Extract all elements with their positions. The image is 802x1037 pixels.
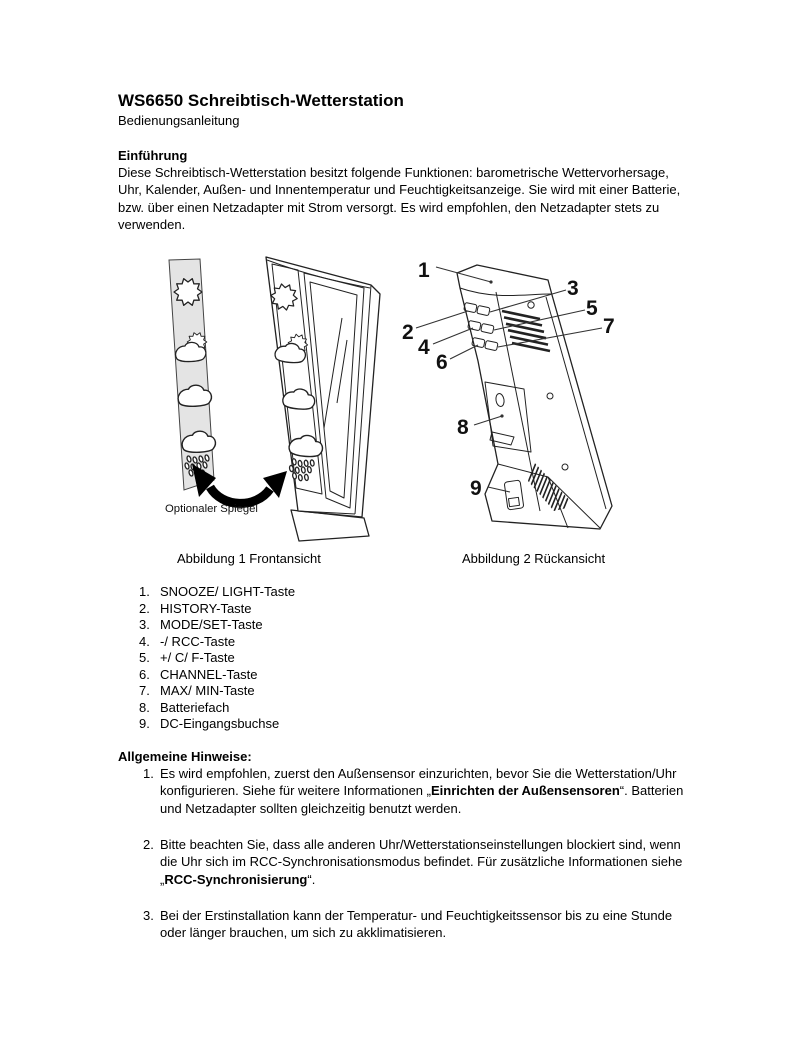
- list-number: 2.: [139, 600, 150, 616]
- note-number: 3.: [143, 908, 154, 923]
- list-label: SNOOZE/ LIGHT-Taste: [160, 584, 296, 599]
- note-item: [143, 907, 701, 942]
- note-text-post: “.: [307, 871, 316, 887]
- list-item: [139, 700, 295, 717]
- mirror-strip: [169, 259, 215, 490]
- note-text: [160, 907, 701, 942]
- notes-heading: Allgemeine Hinweise:: [118, 749, 252, 764]
- list-item: [139, 634, 295, 651]
- callout-9: 9: [470, 477, 482, 500]
- note-text: [160, 765, 701, 817]
- list-item: [139, 617, 295, 634]
- page-title: WS6650 Schreibtisch-Wetterstation: [118, 91, 404, 110]
- list-item: [139, 716, 295, 733]
- figure-back-view: [398, 246, 683, 546]
- callout-8: 8: [457, 416, 469, 439]
- list-label: -/ RCC-Taste: [160, 633, 236, 649]
- figure1-caption: Abbildung 1 Frontansicht: [177, 551, 321, 566]
- list-label: MAX/ MIN-Taste: [160, 683, 255, 699]
- list-number: 6.: [139, 666, 150, 682]
- list-label: CHANNEL-Taste: [160, 666, 258, 682]
- mirror-label: Optionaler Spiegel: [165, 503, 258, 515]
- note-item: [143, 765, 701, 817]
- note-item: [143, 836, 701, 888]
- note-text-post: “. Batterien und Netzadapter sollten gleichzeitig benutzt werden.: [160, 783, 684, 816]
- note-text-pre: Bei der Erstinstallation kann der Temperatur- und Feuchtigkeitssensor bis zu eine Stunde oder länger brauchen, um sich zu akklimatisieren.: [160, 908, 673, 941]
- callout-6: 6: [436, 351, 448, 374]
- button-list: [139, 584, 295, 733]
- list-label: Batteriefach: [160, 699, 230, 715]
- list-item: [139, 650, 295, 667]
- list-number: 5.: [139, 650, 150, 666]
- list-number: 8.: [139, 699, 150, 715]
- page-subtitle: Bedienungsanleitung: [118, 113, 240, 128]
- list-number: 4.: [139, 633, 150, 649]
- list-item: [139, 683, 295, 700]
- note-text-pre: Es wird empfohlen, zuerst den Außensensor einzurichten, bevor Sie die Wetterstation/Uhr konfigurieren. Siehe für weitere Informationen „: [160, 766, 677, 799]
- list-number: 3.: [139, 617, 150, 633]
- note-text-bold: RCC-Synchronisierung: [164, 871, 308, 887]
- callout-2: 2: [402, 321, 414, 344]
- list-item: [139, 584, 295, 601]
- callout-4: 4: [418, 336, 430, 359]
- list-number: 9.: [139, 716, 150, 732]
- figure-front-view: [158, 246, 408, 546]
- note-text: [160, 836, 701, 888]
- list-label: MODE/SET-Taste: [160, 617, 263, 633]
- figure2-caption: Abbildung 2 Rückansicht: [462, 551, 606, 566]
- list-label: DC-Eingangsbuchse: [160, 716, 280, 732]
- note-number: 1.: [143, 766, 154, 781]
- note-number: 2.: [143, 837, 154, 852]
- list-number: 1.: [139, 584, 150, 599]
- list-number: 7.: [139, 683, 150, 699]
- callout-3: 3: [567, 277, 579, 300]
- intro-paragraph: Diese Schreibtisch-Wetterstation besitzt folgende Funktionen: barometrische Wettervorhersage, Uhr, Kalender, Außen- und Innentemperatur und Feuchtigkeitsanzeige. Sie wird mit einer Batterie, bzw. über einen Netzadapter mit Strom versorgt. Es wird empfohlen, den Netzadapter stets zu verwenden.: [118, 165, 681, 232]
- callout-1: 1: [418, 259, 430, 282]
- list-item: [139, 601, 295, 618]
- callout-5: 5: [586, 297, 598, 320]
- note-text-pre: Bitte beachten Sie, dass alle anderen Uhr/Wetterstationseinstellungen blockiert sind, wenn die Uhr sich im RCC-Synchronisationsmodus befindet. Für zusätzliche Informationen siehe „: [160, 837, 683, 887]
- intro-heading: Einführung: [118, 148, 188, 163]
- note-text-bold: Einrichten der Außensensoren: [430, 783, 620, 799]
- list-label: +/ C/ F-Taste: [160, 650, 235, 666]
- station-front-drawing: [266, 257, 380, 541]
- list-item: [139, 667, 295, 684]
- list-label: HISTORY-Taste: [160, 600, 252, 616]
- callout-7: 7: [603, 315, 615, 338]
